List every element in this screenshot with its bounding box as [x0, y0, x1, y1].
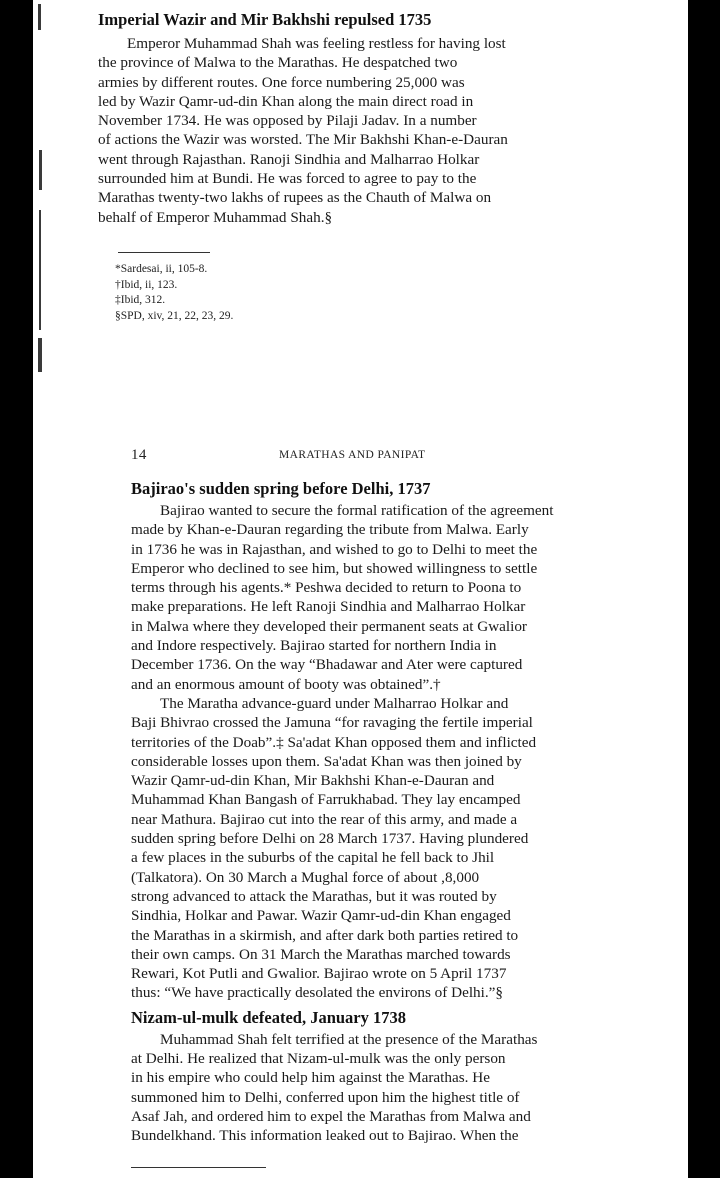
text-line: thus: “We have practically desolated the environs of Delhi.”§ — [131, 984, 504, 1002]
paragraph — [131, 1030, 590, 1146]
text-line: and Indore respectively. Bajirao started for northern India in — [131, 637, 497, 655]
footnote-rule — [131, 1167, 266, 1168]
text-line: behalf of Emperor Muhammad Shah.§ — [98, 208, 333, 226]
text-line: Rewari, Kot Putli and Gwalior. Bajirao wrote on 5 April 1737 — [131, 965, 507, 983]
footnote: §SPD, xiv, 21, 22, 23, 29. — [115, 309, 234, 322]
footnote: †Ibid, ii, 123. — [115, 278, 178, 291]
text-line: went through Rajasthan. Ranoji Sindhia and Malharrao Holkar — [98, 150, 480, 168]
text-line: surrounded him at Bundi. He was forced to agree to pay to the — [98, 170, 477, 188]
text-line: armies by different routes. One force numbering 25,000 was — [98, 73, 465, 91]
text-line: (Talkatora). On 30 March a Mughal force of about ,8,000 — [131, 868, 480, 886]
text-line: territories of the Doab”.‡ Sa'adat Khan opposed them and inflicted — [131, 733, 537, 751]
binding-mark — [39, 150, 42, 190]
text-line: at Delhi. He realized that Nizam-ul-mulk was the only person — [131, 1050, 506, 1068]
section-heading-nizam: Nizam-ul-mulk defeated, January 1738 — [131, 1007, 406, 1027]
text-line: the Marathas in a skirmish, and after dark both parties retired to — [131, 926, 519, 944]
paragraph — [131, 501, 590, 694]
page-number: 14 — [131, 447, 147, 463]
text-line: their own camps. On 31 March the Marathas marched towards — [131, 945, 511, 963]
binding-mark — [38, 338, 42, 372]
footnote-rule — [118, 252, 210, 253]
text-line: made by Khan-e-Dauran regarding the tribute from Malwa. Early — [131, 521, 529, 539]
text-line: in Malwa where they developed their permanent seats at Gwalior — [131, 617, 527, 635]
text-line: Emperor Muhammad Shah was feeling restless for having lost — [127, 35, 506, 52]
footnote: ‡Ibid, 312. — [115, 294, 166, 306]
text-line: Marathas twenty-two lakhs of rupees as the Chauth of Malwa on — [98, 189, 492, 207]
text-line: Bundelkhand. This information leaked out to Bajirao. When the — [131, 1127, 519, 1145]
text-line: Emperor who declined to see him, but showed willingness to settle — [131, 559, 538, 577]
text-line: November 1734. He was opposed by Pilaji Jadav. In a number — [98, 112, 477, 130]
text-line: December 1736. On the way “Bhadawar and Ater were captured — [131, 656, 523, 674]
top-heading: Imperial Wazir and Mir Bakhshi repulsed 1735 — [98, 10, 432, 29]
text-line: make preparations. He left Ranoji Sindhia and Malharrao Holkar — [131, 598, 526, 616]
text-line: and an enormous amount of booty was obtained”.† — [131, 675, 441, 693]
text-line: terms through his agents.* Peshwa decided to return to Poona to — [131, 579, 522, 597]
text-line: Wazir Qamr-ud-din Khan, Mir Bakhshi Khan-e-Dauran and — [131, 772, 495, 790]
text-line: strong advanced to attack the Marathas, but it was routed by — [131, 887, 497, 905]
footnote: *Sardesai, ii, 105-8. — [115, 263, 208, 275]
text-line: led by Wazir Qamr-ud-din Khan along the main direct road in — [98, 92, 474, 110]
text-line: Muhammad Shah felt terrified at the presence of the Marathas — [160, 1030, 538, 1048]
bottom-section — [131, 479, 590, 1146]
text-line: near Mathura. Bajirao cut into the rear of this army, and made a — [131, 810, 518, 828]
text-line: Muhammad Khan Bangash of Farrukhabad. They lay encamped — [131, 791, 521, 809]
text-line: The Maratha advance-guard under Malharrao Holkar and — [160, 694, 509, 712]
paragraph — [131, 694, 590, 1003]
text-line: Bajirao wanted to secure the formal ratification of the agreement — [160, 502, 554, 519]
text-line: a few places in the suburbs of the capital he fell back to Jhil — [131, 849, 495, 867]
text-line: of actions the Wazir was worsted. The Mir Bakhshi Khan-e-Dauran — [98, 131, 508, 149]
section-heading-bajirao: Bajirao's sudden spring before Delhi, 1737 — [131, 479, 431, 498]
text-line: summoned him to Delhi, conferred upon him the highest title of — [131, 1088, 520, 1106]
text-line: the province of Malwa to the Marathas. He despatched two — [98, 54, 458, 72]
text-line: in his empire who could help him against the Marathas. He — [131, 1069, 490, 1087]
text-line: in 1736 he was in Rajasthan, and wished to go to Delhi to meet the — [131, 540, 538, 558]
binding-mark — [39, 210, 41, 330]
running-title: MARATHAS AND PANIPAT — [279, 449, 426, 461]
text-line: Sindhia, Holkar and Pawar. Wazir Qamr-ud-din Khan engaged — [131, 907, 511, 925]
top-section — [98, 10, 586, 227]
text-line: sudden spring before Delhi on 28 March 1737. Having plundered — [131, 830, 529, 848]
text-line: Baji Bhivrao crossed the Jamuna “for ravaging the fertile imperial — [131, 714, 533, 732]
text-line: considerable losses upon them. Sa'adat Khan was then joined by — [131, 752, 522, 770]
top-paragraph — [98, 34, 586, 227]
text-line: Asaf Jah, and ordered him to expel the Marathas from Malwa and — [131, 1107, 531, 1125]
footnotes — [115, 262, 233, 324]
binding-mark — [38, 4, 41, 30]
